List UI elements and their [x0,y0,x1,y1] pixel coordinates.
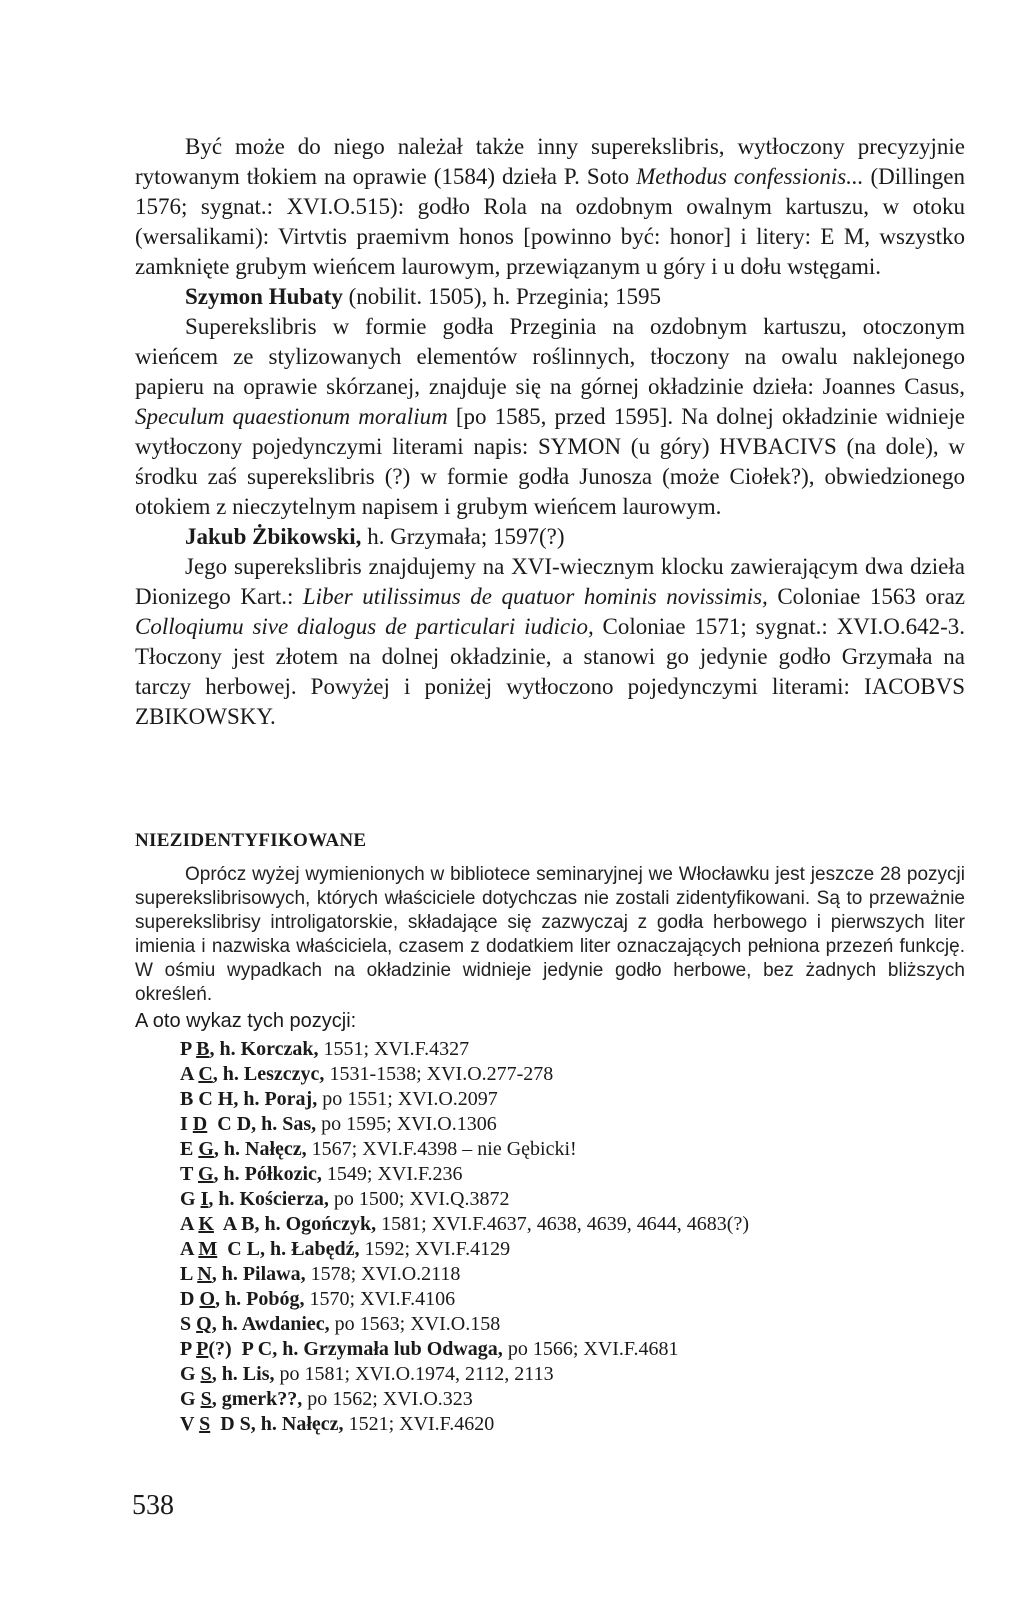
list-item [180,1062,960,1087]
paragraph-text: Superekslibris w formie godła Przeginia na ozdobnym kartuszu, otoczonym wieńcem ze stylizowanych elementów roślinnych, tłoczony na owalu naklejonego papieru na oprawie skórzanej, znajduje się na górnej okładzinie dzieła: Joannes Casus, [135,314,965,399]
signature-reference: po 1562; XVI.O.323 [302,1388,473,1410]
signature-reference: 1551; XVI.F.4327 [318,1038,470,1060]
owner-meta: (nobilit. 1505), h. Przeginia; 1595 [342,284,661,309]
superekslibris-list [180,1037,960,1437]
section-paragraph-block [135,863,965,1007]
signature-reference: 1578; XVI.O.2118 [305,1263,461,1285]
list-intro: A oto wykaz tych pozycji: [135,1010,357,1032]
owner-initials [180,1188,208,1210]
owner-initials [180,1163,214,1185]
book-title: Speculum quaestionum moralium [135,404,448,429]
owner-initials [180,1138,214,1160]
initials-part: P [180,1038,197,1060]
initials-part: V [180,1413,200,1435]
owner-initials [180,1038,209,1060]
signature-reference: po 1595; XVI.O.1306 [316,1113,497,1135]
coat-of-arms: , h. Pilawa, [211,1263,306,1285]
owner-initials [180,1413,251,1435]
paragraph-text: [po 1585, przed 1595]. Na dolnej okładzinie widnieje wytłoczony pojedynczymi literami napis: SYMON (u góry) HVBACIVS (na dole), w środku zaś superekslibris (?) w formie godła Junosza (może Ciołek?), obwiedzionego otokiem z nieczytelnym napisem i grubym wieńcem laurowym. [135,404,965,519]
page-number: 538 [132,1490,174,1521]
initials-part: A [180,1238,199,1260]
initials-part: D S [210,1413,251,1435]
owner-initials [180,1338,272,1360]
initials-underlined: K [198,1213,214,1235]
section-title: NIEZIDENTYFIKOWANE [135,830,367,851]
coat-of-arms: , h. Pobóg, [215,1288,305,1310]
owner-initials [180,1388,212,1410]
list-item [180,1262,960,1287]
owner-initials [180,1088,233,1110]
initials-part: G [180,1363,201,1385]
initials-underlined: G [198,1138,214,1160]
initials-underlined: G [197,1163,214,1185]
signature-reference: 1549; XVI.F.236 [321,1163,463,1185]
signature-reference: 1567; XVI.F.4398 – nie Gębicki! [306,1138,577,1160]
entry-heading-zbikowski [135,522,965,552]
coat-of-arms: , h. Poraj, [233,1088,318,1110]
coat-of-arms: , h. Korczak, [209,1038,319,1060]
book-title: Methodus confessionis... [636,164,864,189]
initials-part: A [180,1213,199,1235]
initials-underlined: O [199,1288,216,1310]
signature-reference: po 1566; XVI.F.4681 [502,1338,679,1360]
list-item [180,1312,960,1337]
initials-part: C D [207,1113,252,1135]
initials-part: S [180,1313,197,1335]
paragraph-text: Być może do niego należał także inny superekslibris, wytłoczony precyzyjnie rytowanym tłokiem na oprawie (1584) dzieła P. Soto [135,134,965,189]
section-paragraph: Oprócz wyżej wymienionych w bibliotece seminaryjnej we Włocławku jest jeszcze 28 pozycji superekslibrisowych, których właściciele dotychczas nie zostali zidentyfikowani. Są to przeważnie superekslibrisy introligatorskie, składające się zazwyczaj z godła herbowego i pierwszych liter imienia i nazwiska właściciela, czasem z dodatkiem liter oznaczających pełniona przezeń funkcję. W ośmiu wypadkach na okładzinie widnieje jedynie godło herbowe, bez żadnych bliższych określeń. [135,864,965,1005]
coat-of-arms: , h. Leszczyc, [212,1063,325,1085]
list-item [180,1362,960,1387]
initials-part: L [180,1263,198,1285]
entry-heading-hubaty [135,282,965,312]
owner-initials [180,1213,254,1235]
coat-of-arms: , h. Łabędź, [260,1238,360,1260]
owner-initials [180,1288,215,1310]
coat-of-arms: , h. Kościerza, [208,1188,329,1210]
initials-part: I [180,1113,193,1135]
list-item [180,1112,960,1137]
owner-initials [180,1363,212,1385]
signature-reference: 1521; XVI.F.4620 [343,1413,495,1435]
initials-part: G [180,1188,201,1210]
owner-initials [180,1063,213,1085]
initials-part: T [180,1163,198,1185]
initials-part: C L [217,1238,261,1260]
paragraph-text: Jego superekslibris znajdujemy na XVI-wiecznym klocku zawierającym dwa dzieła Dionizego Kart.: [135,554,965,609]
owner-meta: h. Grzymała; 1597(?) [361,524,565,549]
list-item [180,1212,960,1237]
list-item [180,1237,960,1262]
initials-underlined: P [196,1338,209,1360]
initials-underlined: C [198,1063,213,1085]
coat-of-arms: , h. Sas, [251,1113,317,1135]
signature-reference: po 1500; XVI.Q.3872 [328,1188,510,1210]
initials-underlined: S [200,1388,212,1410]
owner-name: Jakub Żbikowski, [185,524,362,549]
paragraph-hubaty [135,312,965,522]
signature-reference: po 1581; XVI.O.1974, 2112, 2113 [274,1363,554,1385]
coat-of-arms: , h. Grzymała lub Odwaga, [272,1338,503,1360]
initials-underlined: I [200,1188,209,1210]
paragraph-text: (Dillingen 1576; sygnat.: XVI.O.515): godło Rola na ozdobnym owalnym kartuszu, w otoku (wersalikami): Virtvtis praemivm honos [powinno być: honor] i litery: E M, wszystko zamknięte grubym wieńcem laurowym, przewiązanym u góry i u dołu wstęgami. [135,164,965,279]
initials-underlined: B [196,1038,210,1060]
initials-part: E [180,1138,199,1160]
coat-of-arms: , h. Nałęcz, [250,1413,344,1435]
owner-name: Szymon Hubaty [185,284,343,309]
coat-of-arms: , h. Półkozic, [213,1163,322,1185]
signature-reference: 1531-1538; XVI.O.277-278 [324,1063,554,1085]
list-item [180,1287,960,1312]
book-title: Colloqiumu sive dialogus de particulari iudicio, [135,614,594,639]
initials-part: P [180,1338,197,1360]
paragraph-soto [135,132,965,282]
initials-underlined: D [192,1113,208,1135]
initials-underlined: Q [196,1313,212,1335]
signature-reference: 1592; XVI.F.4129 [359,1238,511,1260]
coat-of-arms: , gmerk??, [211,1388,303,1410]
list-item [180,1162,960,1187]
body-text-upper [135,132,965,732]
paragraph-zbikowski [135,552,965,732]
paragraph-text: Coloniae 1571; sygnat.: XVI.O.642-3. Tłoczony jest złotem na dolnej okładzinie, a stanowi go jedynie godło Grzymała na tarczy herbowej. Powyżej i poniżej wytłoczono pojedynczymi literami: IACOBVS ZBIKOWSKY. [135,614,966,729]
owner-initials [180,1238,260,1260]
initials-part: A [180,1063,199,1085]
list-item [180,1387,960,1412]
list-item [180,1137,960,1162]
initials-underlined: N [197,1263,212,1285]
coat-of-arms: , h. Nałęcz, [213,1138,307,1160]
coat-of-arms: , h. Ogończyk, [254,1213,377,1235]
paragraph-text: Coloniae 1563 oraz [767,584,965,609]
list-item [180,1337,960,1362]
signature-reference: po 1551; XVI.O.2097 [317,1088,498,1110]
coat-of-arms: , h. Awdaniec, [211,1313,330,1335]
owner-initials [180,1263,212,1285]
initials-part: G [180,1388,201,1410]
initials-part: D [180,1288,200,1310]
signature-reference: po 1563; XVI.O.158 [329,1313,501,1335]
initials-underlined: S [199,1413,211,1435]
coat-of-arms: , h. Lis, [211,1363,275,1385]
initials-underlined: M [198,1238,218,1260]
initials-underlined: S [200,1363,212,1385]
owner-initials [180,1313,212,1335]
list-item [180,1087,960,1112]
initials-part: B C H [180,1088,234,1110]
initials-part: A B [213,1213,255,1235]
signature-reference: 1570; XVI.F.4106 [304,1288,456,1310]
owner-initials [180,1113,251,1135]
signature-reference: 1581; XVI.F.4637, 4638, 4639, 4644, 4683(?) [376,1213,749,1235]
initials-part: (?) P C [208,1338,273,1360]
list-item [180,1187,960,1212]
book-title: Liber utilissimus de quatuor hominis novissimis, [302,584,768,609]
list-item [180,1412,960,1437]
list-item [180,1037,960,1062]
